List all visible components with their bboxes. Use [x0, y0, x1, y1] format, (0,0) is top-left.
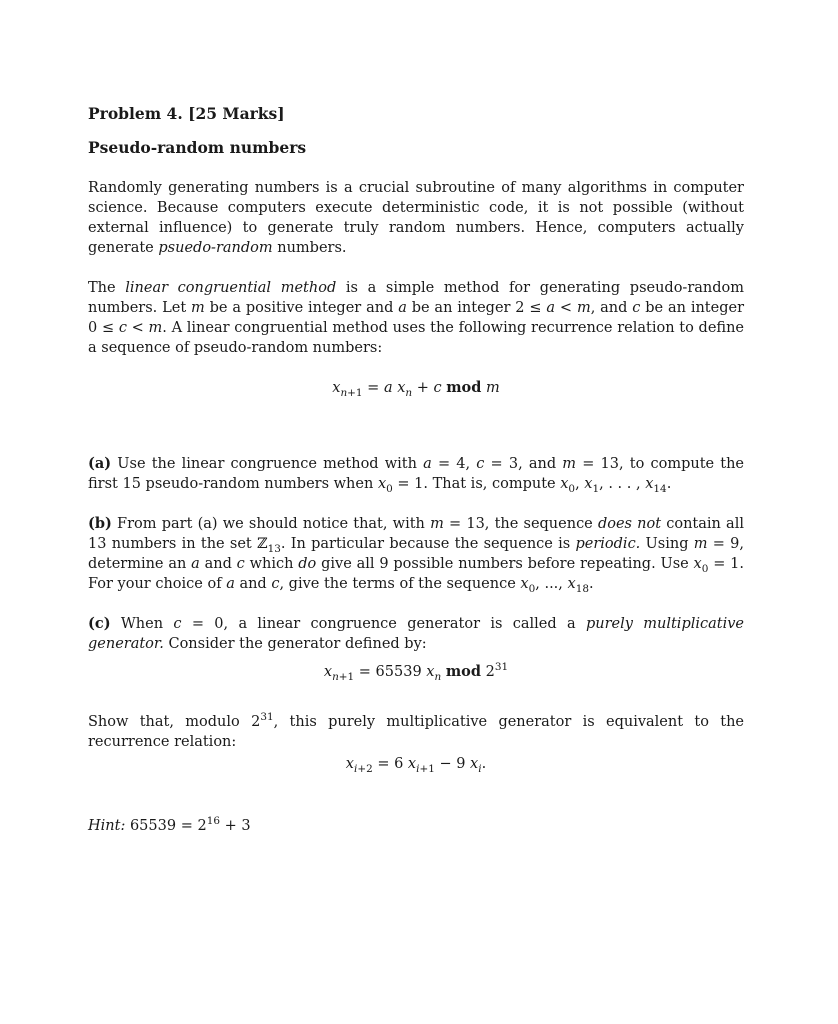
recurrence-equation: $x_{i+2} = 6$ $x_{i+1} - 9$ $x_i$.: [345, 756, 487, 775]
problem-title: Problem 4. [25 Marks]: [88, 104, 285, 123]
part-b: (b) From part (a) we should notice that, with m = 13, the sequence does not contain all 13 numbers in the set ℤ$_{13}$. In particular because the sequence is periodic. Using m = 9, determine an a and c which do give all 9 possible numbers before repeating. Use $x_0 = 1$. For your choice of a and c, give the terms of the sequence $x_0$, ..., $x_{18}$.: [88, 515, 745, 595]
hint: Hint: $65539 = 2^{16} + 3$: [88, 815, 251, 834]
part-c: (c) When c = 0, a linear congruence generator is called a purely multiplicative generator. Consider the generator defined by:: [88, 615, 745, 652]
part-c-label: (c): [88, 615, 111, 632]
section-title: Pseudo-random numbers: [88, 138, 307, 157]
multiplicative-equation: $x_{n+1} = 65539$ $x_n$ mod $2^{31}$: [323, 661, 509, 683]
part-a-label: (a): [88, 455, 112, 472]
lcg-equation: $x_{n+1} = a$ $x_n + c$ mod m: [332, 379, 500, 399]
lcm-paragraph: The linear congruential method is a simple method for generating pseudo-random numbers. Let m be a positive integer and a be an integer 2 ≤ a < m, and c be an integer 0 ≤ c < m. A linear congruential method uses the following recurrence relation to define a sequence of pseudo-random numbers:: [88, 280, 745, 356]
part-a: (a) Use the linear congruence method with a = 4, c = 3, and m = 13, to compute the first 15 pseudo-random numbers when $x_0 = 1$. That is, compute $x_0$, $x_1$, . . . , $x_{14}$.: [88, 455, 745, 495]
intro-paragraph: Randomly generating numbers is a crucial subroutine of many algorithms in computer science. Because computers execute deterministic code, it is not possible (without external influence) to generate truly random numbers. Hence, computers actually generate psuedo-random numbers.: [88, 180, 744, 256]
show-paragraph: Show that, modulo $2^{31}$, this purely multiplicative generator is equivalent to the recurrence relation:: [88, 711, 744, 750]
hint-label: Hint:: [88, 818, 126, 834]
part-b-label: (b): [88, 515, 112, 532]
problem-page: [88, 104, 744, 836]
